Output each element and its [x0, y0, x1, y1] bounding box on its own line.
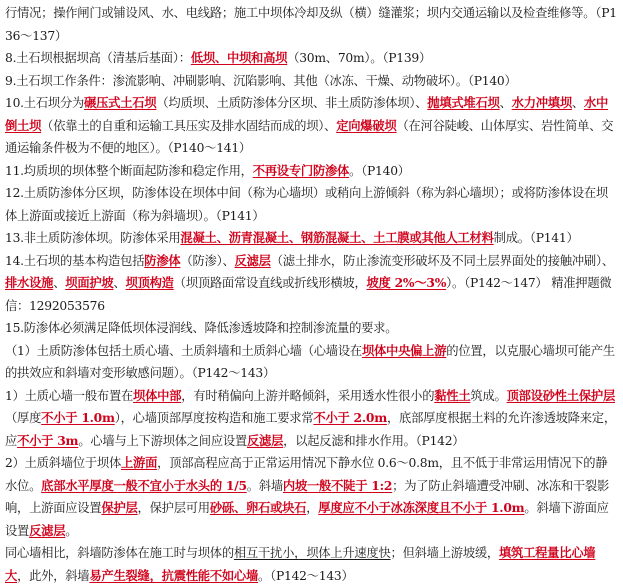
highlighted-key-term: 砂砾、卵石或块石 [209, 500, 307, 515]
text-run: 同心墙相比，斜墙防渗体在施工时与坝体的 [5, 546, 234, 560]
text-run: 、 [571, 96, 584, 110]
text-run: ；但斜墙上游坡缓， [390, 546, 499, 560]
text-run: 。斜墙下游面应设置 [5, 501, 609, 538]
highlighted-key-term: 水力冲填坝 [511, 95, 572, 110]
text-run: ；为了防止斜墙遭受冲刷、冰冻和干裂影响，上游面应设置 [5, 478, 610, 515]
text-run: （均质坝、土质防渗体分区坝、非土质防渗体坝）、 [156, 96, 428, 110]
highlighted-key-term: 碾压式土石坝 [84, 95, 157, 110]
text-run: 14.土石坝的基本构造包括 [5, 253, 145, 268]
text-run: 制成。（P141） [493, 231, 579, 245]
highlighted-key-term: 厚度应不小于冰冻深度且不小于 1.0m [318, 500, 525, 515]
text-run: ，顶部高程应高于正常运用情况下静水位 0.6～0.8m，且不低于非常运用情况下的静水位。 [5, 456, 608, 493]
text-run: 。心墙与上下游坝体之间应设置 [78, 433, 247, 448]
text-run: 行情况；操作闸门或铺设风、水、电线路；施工中坝体冷却及纵（横）缝灌浆；坝内交通运输以及检查维修等。（P136～137） [5, 6, 617, 43]
highlighted-key-term: 坝体中央偏上游 [361, 342, 447, 358]
paragraph-p02 [5, 47, 617, 70]
paragraph-p08 [5, 250, 617, 318]
highlighted-key-term: 不小于 1.0m [41, 410, 115, 425]
paragraph-p06 [5, 182, 617, 227]
highlighted-key-term: 顶部设砂性土保护层 [506, 387, 615, 403]
text-run: 。 [65, 523, 78, 538]
text-run: （坝顶路面常设直线或折线形横坡， [173, 276, 367, 290]
highlighted-key-term: 反滤层 [246, 432, 284, 448]
text-run: 、 [499, 96, 512, 110]
text-run: ，保护层可用 [137, 501, 210, 515]
highlighted-key-term: 水中倒土坝 [5, 95, 609, 133]
text-run: 13.非土质防渗体坝。防渗体采用 [5, 231, 181, 245]
paragraph-p03 [5, 70, 617, 93]
text-run: （依靠土的自重和运输工具压实及排水固结而成的坝）、 [41, 118, 337, 133]
highlighted-key-term: 不小于 3m [17, 432, 79, 448]
paragraph-p10 [5, 340, 617, 385]
highlighted-key-term: 定向爆破坝 [336, 117, 397, 133]
text-run: 。（P140） [349, 163, 410, 178]
text-run: 11.均质坝的坝体整个断面起防渗和稳定作用， [5, 163, 253, 178]
text-run: 8.土石坝根据坝高（清基后基面）： [5, 51, 191, 65]
text-run: 、 [113, 276, 126, 290]
highlighted-key-term: 不再设专门防渗体 [252, 162, 350, 178]
paragraph-p11 [5, 385, 617, 453]
text-run: （滤土排水，防止渗流变形破坏及不同土层界面处的接触冲刷）、 [270, 253, 614, 268]
highlighted-key-term: 低坝、中坝和高坝 [190, 50, 288, 65]
text-run: ），心墙顶部厚度按构造和施工要求常 [114, 411, 314, 425]
text-run: 9.土石坝工作条件：渗流影响、冲刷影响、沉陷影响、其他（冰冻、干燥、动物破坏）。（P140） [5, 73, 517, 88]
text-run: 。（P142～143） [258, 568, 354, 583]
highlighted-key-term: 上游面 [121, 455, 158, 470]
highlighted-key-term: 坝面护坡 [65, 275, 114, 290]
paragraph-p05 [5, 160, 617, 183]
text-run: （30m、70m）。（P139） [287, 51, 432, 65]
highlighted-key-term: 抛填式堆石坝 [427, 95, 500, 110]
text-run: （1）土质防渗体包括土质心墙、土质斜墙和土质斜心墙（心墙设在 [5, 343, 362, 358]
text-run: 的位置，以克服心墙坝可能产生的拱效应和斜墙对变形敏感问题）。（P142～143） [5, 343, 615, 380]
text-run: 筑成。 [470, 388, 507, 403]
highlighted-key-term: 排水设施 [5, 275, 54, 290]
text-run: （厚度 [5, 411, 42, 425]
highlighted-key-term: 底部水平厚度一般不宜小于水头的 1/5 [41, 477, 247, 493]
text-run: （在河谷陡峻、山体厚实、岩性简单、交通运输条件极为不便的地区）。（P140～141） [5, 118, 614, 155]
text-run: 12.土质防渗体分区坝，防渗体设在坝体中间（称为心墙坝）或稍向上游倾斜（称为斜心墙坝）；或将防渗体设在坝体上游面或接近上游面（称为斜墙坝）。（P141） [5, 186, 608, 223]
text-run: 、 [53, 276, 66, 290]
highlighted-key-term: 坡度 2%～3% [366, 275, 447, 290]
highlighted-key-term: 反滤层 [29, 522, 66, 538]
highlighted-key-term: 黏性土 [434, 387, 471, 403]
highlighted-key-term: 内坡一般不陡于 1:2 [282, 477, 393, 493]
text-run: ，此外，斜墙 [17, 568, 90, 583]
highlighted-key-term: 保护层 [101, 500, 138, 515]
underlined-phrase: 相互干扰小，坝体上升速度快 [233, 546, 391, 560]
paragraph-p13 [5, 542, 617, 586]
highlighted-key-term: 混凝土、沥青混凝土、钢筋混凝土、土工膜或其他人工材料 [180, 230, 494, 245]
paragraph-p12 [5, 452, 617, 542]
highlighted-key-term: 坝顶构造 [125, 275, 174, 290]
paragraph-p07 [5, 227, 617, 250]
highlighted-key-term: 填筑工程量比心墙大 [5, 545, 596, 583]
text-run: ，以起反滤和排水作用。（P142） [283, 433, 465, 448]
text-run: ，有时稍偏向上游并略倾斜，采用透水性很小的 [181, 388, 435, 403]
text-run: 。斜墙 [246, 478, 283, 493]
text-run: 10.土石坝分为 [5, 96, 85, 110]
paragraph-p09 [5, 317, 617, 340]
highlighted-key-term: 防渗体 [144, 252, 181, 268]
paragraph-p01 [5, 2, 617, 47]
text-run: 15.防渗体必须满足降低坝体浸润线、降低渗透坡降和控制渗流量的要求。 [5, 321, 398, 335]
text-run: 1）土质心墙一般布置在 [5, 388, 134, 403]
highlighted-key-term: 易产生裂缝，抗震性能不如心墙 [89, 567, 259, 583]
highlighted-key-term: 坝体中部 [133, 387, 182, 403]
text-run: ，底部厚度根据土料的允许渗透坡降来定，应 [5, 411, 616, 448]
paragraph-p04 [5, 92, 617, 160]
text-run: 2）土质斜墙位于坝体 [5, 456, 121, 470]
text-run: ）。（P142～147） 精准押题微信：1292053576 [5, 276, 612, 313]
highlighted-key-term: 不小于 2.0m [313, 410, 387, 425]
highlighted-key-term: 反滤层 [234, 252, 271, 268]
text-run: （防渗）、 [180, 253, 235, 268]
text-run: ， [306, 501, 319, 515]
